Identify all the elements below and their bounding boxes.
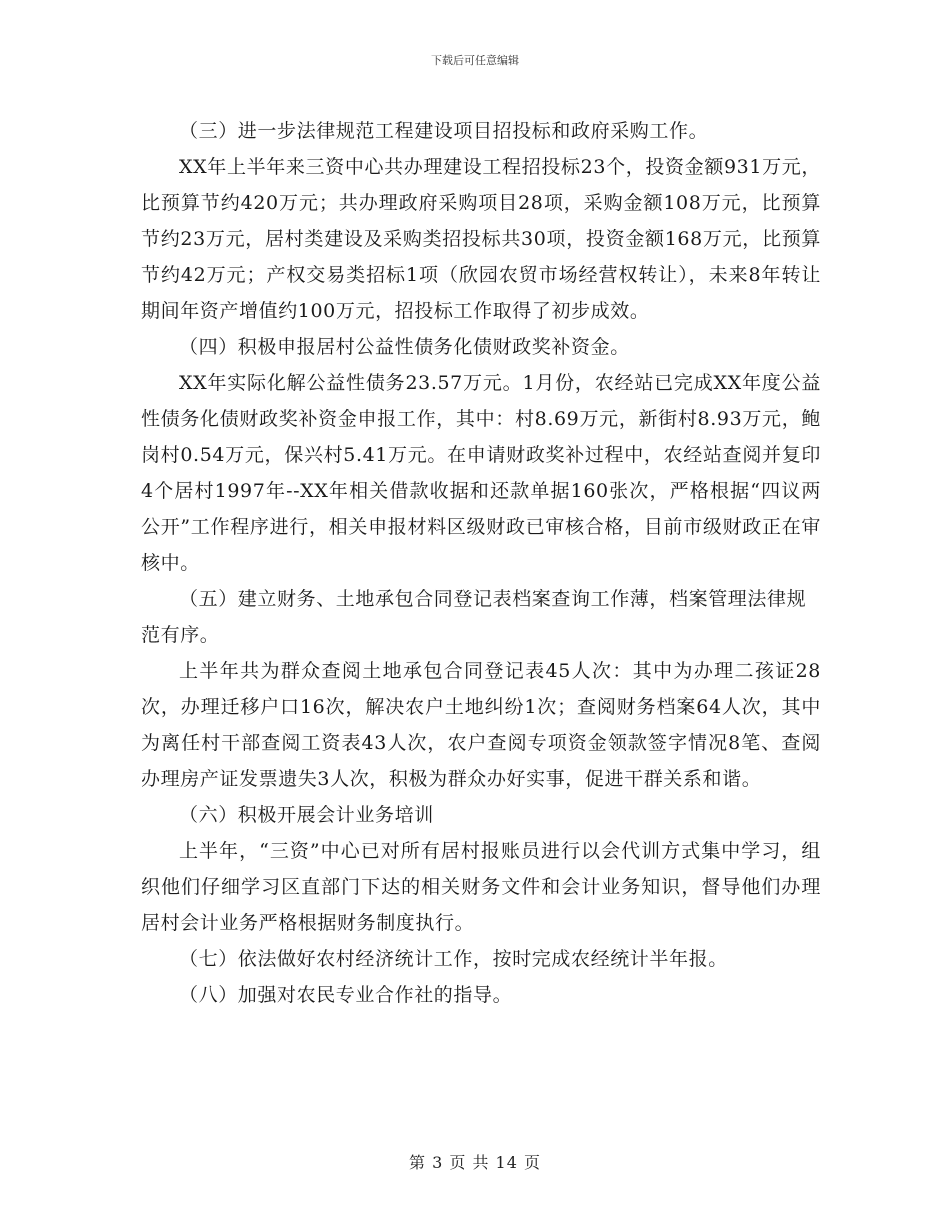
paragraph: 上半年共为群众查阅土地承包合同登记表45人次：其中为办理二孩证28次，办理迁移户口16次，解决农户土地纠纷1次；查阅财务档案64人次，其中为离任村干部查阅工资表43人次，农户查阅专项资金领款签字情况8笔、查阅办理房产证发票遗失3人次，积极为群众办好实事，促进干群关系和谐。 bbox=[141, 660, 821, 790]
header-note: 下载后可任意编辑 bbox=[431, 54, 519, 67]
section-heading: （八）加强对农民专业合作社的指导。 bbox=[179, 984, 513, 1006]
section-heading: （六）积极开展会计业务培训 bbox=[179, 804, 434, 826]
paragraph: XX年实际化解公益性债务23.57万元。1月份，农经站已完成XX年度公益性债务化债财政奖补资金申报工作，其中：村8.69万元，新街村8.93万元，鲍岗村0.54万元，保兴村5.41万元。在申请财政奖补过程中，农经站查阅并复印4个居村1997年--XX年相关借款收据和还款单据160张次，严格根据“四议两公开”工作程序进行，相关申报材料区级财政已审核合格，目前市级财政正在审核中。 bbox=[141, 372, 821, 574]
section-heading: （三）进一步法律规范工程建设项目招投标和政府采购工作。 bbox=[179, 120, 709, 142]
page-number: 第 3 页 共 14 页 bbox=[409, 1153, 541, 1172]
section-heading: （七）依法做好农村经济统计工作，按时完成农经统计半年报。 bbox=[179, 948, 728, 970]
paragraph: XX年上半年来三资中心共办理建设工程招投标23个，投资金额931万元，比预算节约420万元；共办理政府采购项目28项，采购金额108万元，比预算节约23万元，居村类建设及采购类招投标共30项，投资金额168万元，比预算节约42万元；产权交易类招标1项（欣园农贸市场经营权转让），未来8年转让期间年资产增值约100万元，招投标工作取得了初步成效。 bbox=[141, 156, 821, 322]
section-heading: （五）建立财务、土地承包合同登记表档案查询工作薄，档案管理法律规范有序。 bbox=[141, 588, 807, 646]
document-body bbox=[141, 113, 821, 1013]
section-heading: （四）积极申报居村公益性债务化债财政奖补资金。 bbox=[179, 336, 630, 358]
paragraph: 上半年，“三资”中心已对所有居村报账员进行以会代训方式集中学习，组织他们仔细学习区直部门下达的相关财务文件和会计业务知识，督导他们办理居村会计业务严格根据财务制度执行。 bbox=[141, 840, 821, 934]
